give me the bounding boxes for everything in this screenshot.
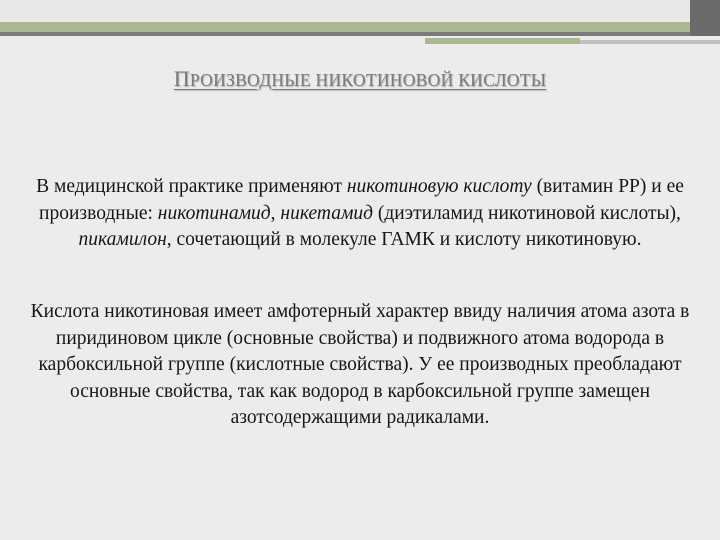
paragraph-2: Кислота никотиновая имеет амфотерный характер ввиду наличия атома азота в пиридиновом цикле (основные свойства) и подвижного атома водорода в карбоксильной группе (кислотные свойства). У ее производных преобладают основные свойства, так как водород в карбоксильной группе замещен азотсодержащими радикалами.: [30, 301, 690, 428]
header-dark-line: [0, 32, 690, 36]
paragraph-1-text: (витамин РР) и ее производные:: [39, 176, 684, 224]
slide-title-rest: РОИЗВОДНЫЕ НИКОТИНОВОЙ КИСЛОТЫ: [189, 70, 547, 90]
paragraph-1: [28, 174, 692, 254]
paragraph-1-text: (диэтиламид никотиновой кислоты),: [373, 202, 681, 224]
header-corner-block: [690, 0, 720, 36]
term-nicotinic-acid: никотиновую кислоту: [346, 176, 532, 197]
header-green-accent: [425, 38, 580, 44]
slide-title: [0, 66, 720, 92]
term-niketamide: никетамид: [280, 202, 374, 224]
paragraph-1-text: В медицинской практике применяют: [36, 176, 347, 197]
paragraph-1-text: ,: [270, 202, 281, 224]
term-nicotinamide: никотинамид: [157, 202, 271, 224]
header-grey-accent: [580, 40, 720, 44]
header-band: [0, 0, 690, 22]
slide-title-initial: П: [173, 66, 190, 91]
header-green-bar: [0, 22, 690, 32]
paragraph-1-text: , сочетающий в молекуле ГАМК и кислоту никотиновую.: [166, 229, 642, 250]
term-picamilon: пикамилон: [78, 229, 167, 250]
